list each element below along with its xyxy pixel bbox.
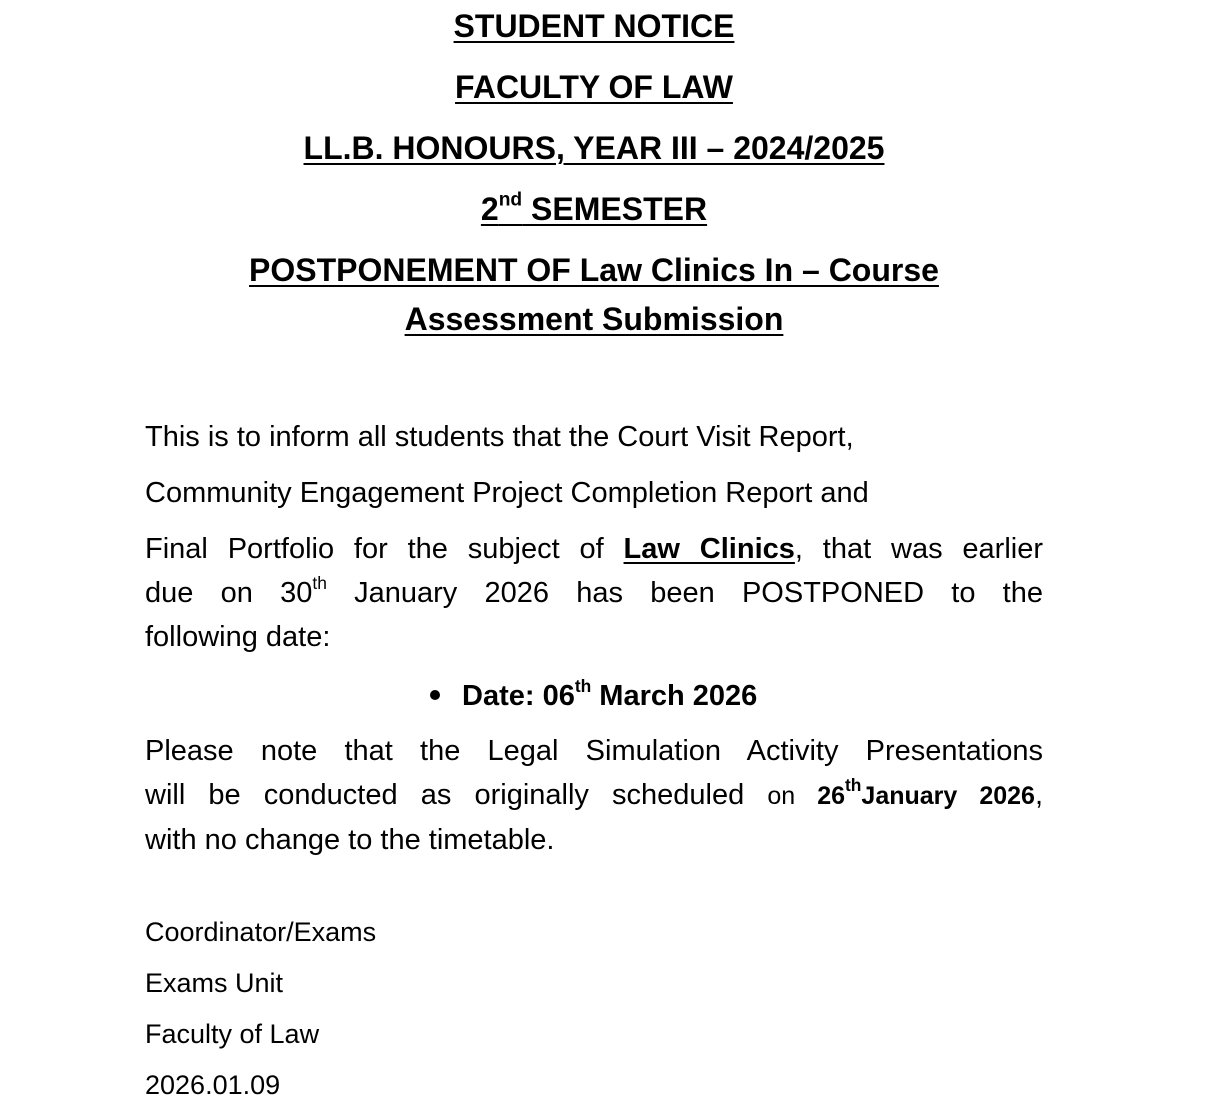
semester-heading-text [481, 191, 707, 227]
subject-heading-line-1-text: POSTPONEMENT OF Law Clinics In – Course [249, 252, 939, 288]
paragraph-text: January 2026 has been POSTPONED to the [326, 577, 1043, 609]
new-date-bullet [430, 676, 757, 716]
subject-heading-line-2-text: Assessment Submission [404, 301, 784, 337]
signature-faculty: Faculty of Law [145, 1019, 320, 1049]
notice-title [0, 6, 1188, 46]
ordinal-suffix: th [845, 774, 862, 795]
faculty-heading-text: FACULTY OF LAW [455, 69, 733, 105]
signature-title: Coordinator/Exams [145, 917, 377, 947]
programme-heading-text: LL.B. HONOURS, YEAR III – 2024/2025 [303, 130, 885, 166]
paragraph-line: Community Engagement Project Completion Report and [145, 477, 869, 509]
paragraph-text: will be conducted as originally scheduled [145, 779, 768, 811]
bullet-dot-icon [430, 690, 440, 700]
subject-heading-line-2 [0, 299, 1188, 339]
subject-heading-line-1 [0, 250, 1188, 290]
paragraph-line: Please note that the Legal Simulation Activity Presentations [145, 735, 1043, 767]
paragraph-text: , [1034, 779, 1043, 811]
paragraph-line: This is to inform all students that the Court Visit Report, [145, 421, 854, 453]
paragraph-line: with no change to the timetable. [145, 824, 555, 856]
paragraph-text: , that was earlier [794, 533, 1044, 565]
semester-word: SEMESTER [522, 191, 708, 227]
paragraph-text: Final Portfolio for the subject of [145, 533, 624, 565]
ordinal-suffix: th [574, 675, 592, 696]
presentation-paragraph [145, 729, 1043, 862]
programme-heading [0, 128, 1188, 168]
new-date-text: Date: 06 [462, 680, 575, 712]
semester-suffix: nd [498, 189, 523, 211]
law-clinics-subject: Law Clinics [623, 533, 795, 565]
semester-number: 2 [480, 191, 499, 227]
paragraph-line [145, 527, 1043, 571]
postponement-paragraph [145, 415, 1043, 659]
semester-heading [0, 189, 1188, 229]
paragraph-line [145, 571, 1043, 615]
faculty-heading [0, 67, 1188, 107]
presentation-date-rest: January 2026 [861, 782, 1035, 810]
notice-title-text: STUDENT NOTICE [453, 8, 735, 44]
paragraph-text: due on 30 [145, 577, 313, 609]
paragraph-text: on [767, 782, 818, 810]
signature-date: 2026.01.09 [145, 1070, 281, 1100]
signature-unit: Exams Unit [145, 968, 284, 998]
new-date-month: March 2026 [591, 680, 758, 712]
presentation-date-day: 26 [817, 782, 845, 810]
ordinal-suffix: th [312, 572, 327, 593]
paragraph-line [145, 773, 1043, 818]
paragraph-line: following date: [145, 621, 331, 653]
